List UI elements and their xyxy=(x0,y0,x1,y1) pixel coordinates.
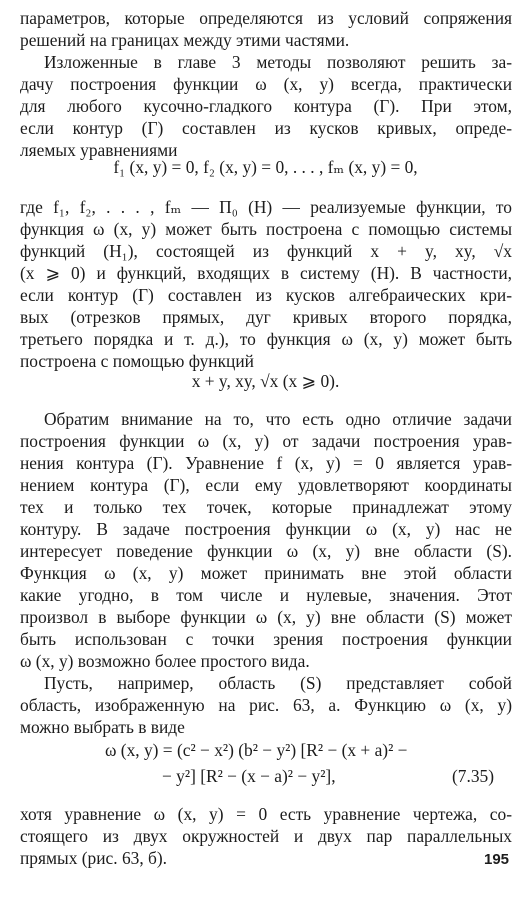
text-line: стоящего из двух окружностей и двух пар параллельных xyxy=(20,826,512,846)
text-line: если контур (Γ) составлен из кусков алгебраических кри- xyxy=(20,285,512,305)
text-line: Изложенные в главе 3 методы позволяют решить за- xyxy=(44,52,512,72)
text-line: если контур (Γ) составлен из кусков кривых, опреде- xyxy=(20,118,512,138)
text-line: нения контура (Γ). Уравнение f (x, y) = 0 является урав- xyxy=(20,453,512,473)
formula-f-equations: f₁ (x, y) = 0, f₂ (x, y) = 0, . . . , fₘ (x, y) = 0, xyxy=(113,157,418,177)
text-line: Обратим внимание на то, что есть одно отличие задачи xyxy=(44,409,512,429)
text-line: интересует поведение функции ω (x, y) вне области (S). xyxy=(20,541,512,561)
text-line: произвол в выборе функции ω (x, y) вне области (S) может xyxy=(20,607,512,627)
text-line: дачу построения функции ω (x, y) всегда, практически xyxy=(20,74,512,94)
text-line: функция ω (x, y) может быть построена с помощью системы xyxy=(20,219,512,239)
text-line: Пусть, например, область (S) представляет собой xyxy=(44,673,512,693)
text-line: хотя уравнение ω (x, y) = 0 есть уравнение чертежа, со- xyxy=(20,804,512,824)
text-line: ω (x, y) возможно более простого вида. xyxy=(20,651,310,671)
text-line: построения функции ω (x, y) от задачи построения урав- xyxy=(20,431,512,451)
text-line: третьего порядка и т. д.), то функция ω (x, y) может быть xyxy=(20,329,512,349)
text-line: контуру. В задаче построения функции ω (x, y) нас не xyxy=(20,519,512,539)
formula-functions: x + y, xy, √x (x ⩾ 0). xyxy=(191,371,340,391)
text-line: параметров, которые определяются из условий сопряжения xyxy=(20,8,512,28)
formula-omega-line1: ω (x, y) = (c² − x²) (b² − y²) [R² − (x + a)² − xyxy=(105,740,408,760)
text-line: (x ⩾ 0) и функций, входящих в систему (H). В частности, xyxy=(20,263,512,283)
text-line: тех и только тех точек, которые принадлежат этому xyxy=(20,497,512,517)
text-line: прямых (рис. 63, б). xyxy=(20,848,168,868)
formula-omega-line2: − y²] [R² − (x − a)² − y²], xyxy=(162,766,336,786)
text-line: решений на границах между этими частями. xyxy=(20,30,350,50)
text-line: можно выбрать в виде xyxy=(20,717,185,737)
text-line: вых (отрезков прямых, дуг кривых второго порядка, xyxy=(20,307,512,327)
text-line: функций (H₁), состоящей из функций x + y, xy, √x xyxy=(20,241,512,261)
text-line: Функция ω (x, y) может принимать вне этой области xyxy=(20,563,512,583)
text-line: быть использован с точки зрения построения функции xyxy=(20,629,512,649)
text-line: где f₁, f₂, . . . , fₘ — Π₀ (H) — реализуемые функции, то xyxy=(20,197,512,217)
text-line: область, изображенную на рис. 63, а. Функцию ω (x, y) xyxy=(20,695,512,715)
page-number: 195 xyxy=(484,851,510,868)
text-line: для любого кусочно-гладкого контура (Γ). При этом, xyxy=(20,96,512,116)
equation-number: (7.35) xyxy=(452,766,495,786)
text-line: какие угодно, в том числе и нулевые, значения. Этот xyxy=(20,585,512,605)
text-line: нением контура (Γ), если ему удовлетворяют координаты xyxy=(20,475,512,495)
text-line: ляемых уравнениями xyxy=(20,140,178,160)
text-line: построена с помощью функций xyxy=(20,351,254,371)
